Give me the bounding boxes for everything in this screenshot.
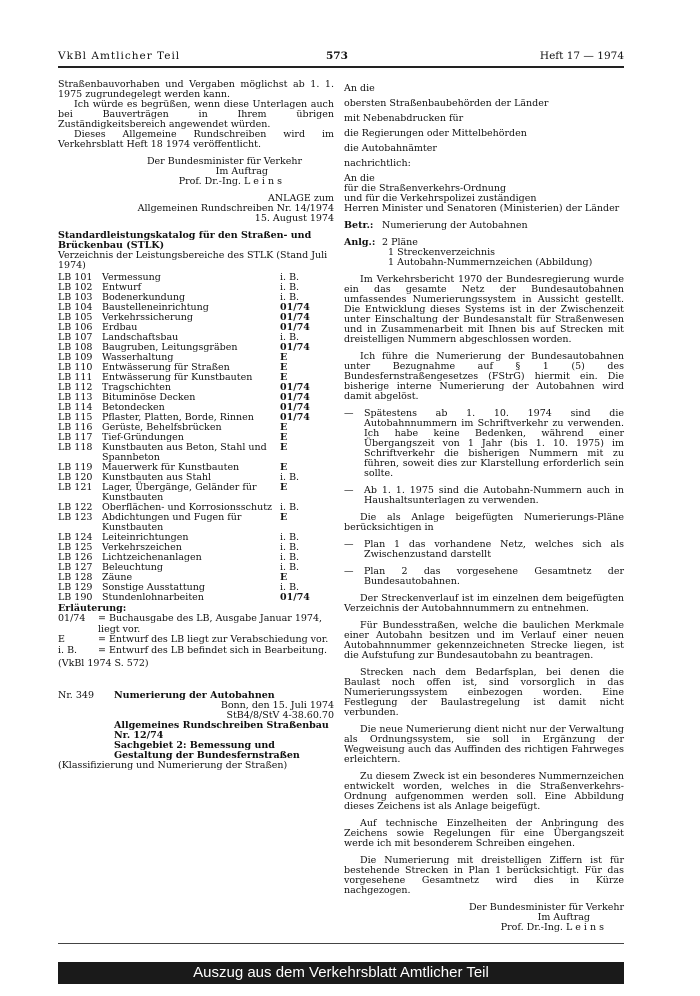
- dash-item: — Spätestens ab 1. 10. 1974 sind die Autobahnnummern im Schriftverkehr zu verwenden. Ich habe keine Bedenken, während einer Übergangszeit von 1 Jahr (bis 1. 10. 1975) im Schriftverkehr die bisherigen Nummern mit zu führen, soweit dies zur Klarstellung erforderlich sein sollte.: [344, 408, 624, 479]
- lb-number: LB 101: [58, 272, 93, 283]
- lb-number: LB 113: [58, 392, 93, 403]
- lb-name: Landschaftsbau: [102, 332, 179, 343]
- dash-item: — Plan 1 das vorhandene Netz, welches sich als Zwischenzustand darstellt: [344, 539, 624, 560]
- lb-status: E: [280, 462, 288, 473]
- signature-line: Im Auftrag: [537, 912, 590, 923]
- lb-status: 01/74: [280, 342, 310, 353]
- lb-name: Vermessung: [102, 272, 161, 283]
- paragraph: Für Bundesstraßen, welche die baulichen Merkmale einer Autobahn besitzen und im Verlauf einer neuen Autobahnnummer gekennzeichneten Strecke liegen, ist die Aufstufung zur Bundesautobahn zu beantragen.: [344, 620, 624, 661]
- lb-number: LB 112: [58, 382, 93, 393]
- dash-item: — Plan 2 das vorgesehene Gesamtnetz der Bundesautobahnen.: [344, 566, 624, 587]
- address-line: die Autobahnämter: [344, 143, 437, 154]
- lb-number: LB 116: [58, 422, 93, 433]
- lb-row: [58, 513, 334, 533]
- lb-status: i. B.: [280, 582, 300, 593]
- lb-number: LB 120: [58, 472, 93, 483]
- paragraph: Strecken nach dem Bedarfsplan, bei denen die Baulast noch offen ist, sind vorsorglich in das Numerierungssystem einbezogen worden. Eine Festlegung der Baulastregelung ist damit nicht verbunden.: [344, 667, 624, 718]
- section-date: Bonn, den 15. Juli 1974: [220, 700, 334, 711]
- address-line: mit Nebenabdrucken für: [344, 113, 464, 124]
- anlage-line: Allgemeinen Rundschreiben Nr. 14/1974: [137, 203, 334, 214]
- lb-status: i. B.: [280, 532, 300, 543]
- lb-row: [58, 343, 334, 353]
- lb-status: 01/74: [280, 302, 310, 313]
- lb-row: [58, 443, 334, 463]
- signature-name: Prof. Dr.-Ing. L e i n s: [178, 176, 282, 187]
- lb-number: LB 121: [58, 482, 93, 493]
- lb-number: LB 110: [58, 362, 93, 373]
- section-number: Nr. 349: [58, 690, 94, 701]
- lb-name: Lichtzeichenanlagen: [102, 552, 202, 563]
- lb-number: LB 117: [58, 432, 93, 443]
- lb-name: Entwässerung für Straßen: [102, 362, 230, 373]
- erlaeuterung-title: Erläuterung:: [58, 603, 127, 614]
- signature-line: Im Auftrag: [215, 166, 268, 177]
- lb-status: E: [280, 482, 288, 493]
- address-line: nachrichtlich:: [344, 158, 411, 169]
- lb-status: i. B.: [280, 472, 300, 483]
- paragraph: Dieses Allgemeine Rundschreiben wird im Verkehrsblatt Heft 18 1974 veröffentlicht.: [58, 129, 334, 150]
- rundschreiben-line: Allgemeines Rundschreiben Straßenbau: [114, 720, 329, 731]
- stlk-subtitle: Verzeichnis der Leistungsbereiche des STLK (Stand Juli 1974): [58, 250, 328, 271]
- lb-name: Baugruben, Leitungsgräben: [102, 342, 238, 353]
- lb-name: Pflaster, Platten, Borde, Rinnen: [102, 412, 254, 423]
- lb-name: Erdbau: [102, 322, 138, 333]
- section-reference: StB4/8/StV 4-38.60.70: [226, 710, 334, 721]
- footer-rule: [58, 943, 624, 944]
- lb-status: 01/74: [280, 312, 310, 323]
- lb-number: LB 111: [58, 372, 93, 383]
- lb-name: Tragschichten: [102, 382, 171, 393]
- paragraph: Ich würde es begrüßen, wenn diese Unterlagen auch bei Bauverträgen in Ihrem übrigen Zuständigkeitsbereich angewendet würden.: [58, 99, 334, 130]
- lb-name: Beleuchtung: [102, 562, 163, 573]
- lb-name: Bodenerkundung: [102, 292, 186, 303]
- lb-status: E: [280, 442, 288, 453]
- lb-number: LB 128: [58, 572, 93, 583]
- paragraph: Die Numerierung mit dreistelligen Ziffern ist für bestehende Strecken in Plan 1 berücksichtigt. Für das vorgesehene Gesamtnetz wird dies in Kürze nachgezogen.: [344, 855, 624, 896]
- lb-number: LB 118: [58, 442, 93, 453]
- lb-number: LB 108: [58, 342, 93, 353]
- lb-status: E: [280, 572, 288, 583]
- lb-name: Abdichtungen und Fugen für Kunstbauten: [102, 512, 242, 533]
- lb-number: LB 104: [58, 302, 93, 313]
- lb-number: LB 125: [58, 542, 93, 553]
- paragraph: Ich führe die Numerierung der Bundesautobahnen unter Bezugnahme auf § 1 (5) des Bundesfernstraßengesetzes (FStrG) hiermit ein. Die bisherige interne Numerierung der Autobahnen wird damit abgelöst.: [344, 351, 624, 402]
- lb-status: i. B.: [280, 542, 300, 553]
- address-line: für die Straßenverkehrs-Ordnung: [344, 183, 507, 194]
- paragraph: Der Streckenverlauf ist im einzelnen dem beigefügten Verzeichnis der Autobahnnummern zu entnehmen.: [344, 593, 624, 614]
- lb-name: Zäune: [102, 572, 133, 583]
- classification: (Klassifizierung und Numerierung der Straßen): [58, 760, 288, 771]
- anlage-date: 15. August 1974: [254, 213, 334, 224]
- lb-name: Betondecken: [102, 402, 165, 413]
- lb-status: E: [280, 372, 288, 383]
- header-issue: Heft 17 — 1974: [539, 50, 624, 62]
- legend-row: i. B. = Entwurf des LB befindet sich in Bearbeitung.: [58, 644, 328, 656]
- lb-name: Oberflächen- und Korrosionsschutz: [102, 502, 273, 513]
- lb-number: LB 190: [58, 592, 93, 603]
- lb-status: E: [280, 432, 288, 443]
- lb-status: i. B.: [280, 562, 300, 573]
- lb-name: Verkehrssicherung: [102, 312, 193, 323]
- lb-status: i. B.: [280, 292, 300, 303]
- lb-status: 01/74: [280, 322, 310, 333]
- right-column: [344, 84, 624, 933]
- paragraph: Straßenbauvorhaben und Vergaben möglichst ab 1. 1. 1975 zugrundegelegt werden kann.: [58, 79, 334, 100]
- lb-status: 01/74: [280, 412, 310, 423]
- lb-number: LB 126: [58, 552, 93, 563]
- lb-name: Bituminöse Decken: [102, 392, 196, 403]
- lb-status: 01/74: [280, 402, 310, 413]
- lb-name: Kunstbauten aus Beton, Stahl und Spannbeton: [102, 442, 267, 463]
- address-line: Herren Minister und Senatoren (Ministerien) der Länder: [344, 203, 620, 214]
- signature-line: Der Bundesminister für Verkehr: [468, 902, 624, 913]
- lb-name: Wasserhaltung: [102, 352, 174, 363]
- lb-name: Kunstbauten aus Stahl: [102, 472, 212, 483]
- dash-item: — Ab 1. 1. 1975 sind die Autobahn-Nummern auch in Haushaltsunterlagen zu verwenden.: [344, 485, 624, 506]
- lb-name: Stundenlohnarbeiten: [102, 592, 204, 603]
- lb-status: 01/74: [280, 592, 310, 603]
- lb-status: 01/74: [280, 382, 310, 393]
- legend-table: [58, 614, 334, 656]
- lb-name: Entwurf: [102, 282, 142, 293]
- lb-number: LB 127: [58, 562, 93, 573]
- legend-row: 01/74 = Buchausgabe des LB, Ausgabe Januar 1974, liegt vor.: [58, 613, 323, 635]
- page-header: [58, 50, 624, 64]
- reference: (VkBl 1974 S. 572): [58, 658, 149, 669]
- address-line: die Regierungen oder Mittelbehörden: [344, 128, 527, 139]
- lb-number: LB 114: [58, 402, 93, 413]
- anlage-line: ANLAGE zum: [267, 193, 334, 204]
- lb-number: LB 109: [58, 352, 93, 363]
- lb-status: i. B.: [280, 552, 300, 563]
- left-column: [58, 80, 334, 771]
- stlk-title: Standardleistungskatalog für den Straßen- und Brückenbau (STLK): [58, 230, 312, 251]
- lb-row: [58, 563, 334, 573]
- header-page-number: 573: [326, 50, 348, 62]
- signature-name: Prof. Dr.-Ing. L e i n s: [500, 922, 604, 933]
- lb-status: i. B.: [280, 282, 300, 293]
- lb-number: LB 106: [58, 322, 93, 333]
- lb-number: LB 102: [58, 282, 93, 293]
- lb-number: LB 107: [58, 332, 93, 343]
- lb-name: Verkehrszeichen: [102, 542, 182, 553]
- paragraph: Im Verkehrsbericht 1970 der Bundesregierung wurde ein das gesamte Netz der Bundesautobahnen umfassendes Numerierungssystem in Aussicht gestellt. Die Entwicklung dieses Systems ist in der Zwischenzeit unter Einschaltung der Bundesanstalt für Straßenwesen und in Zusammenarbeit mit Ihnen bis auf Strecken mit dreistelligen Nummern abgeschlossen worden.: [344, 274, 624, 345]
- lb-table: [58, 273, 334, 603]
- lb-name: Tief-Gründungen: [102, 432, 184, 443]
- address-line: und für die Verkehrspolizei zuständigen: [344, 193, 537, 204]
- rundschreiben-number: Nr. 12/74: [114, 730, 164, 741]
- sachgebiet: Sachgebiet 2: Bemessung und Gestaltung der Bundesfernstraßen: [114, 740, 300, 761]
- lb-name: Baustelleneinrichtung: [102, 302, 209, 313]
- lb-number: LB 122: [58, 502, 93, 513]
- lb-name: Lager, Übergänge, Geländer für Kunstbauten: [102, 482, 257, 503]
- signature-line: Der Bundesminister für Verkehr: [146, 156, 302, 167]
- lb-status: E: [280, 362, 288, 373]
- section-title: Numerierung der Autobahnen: [114, 690, 275, 701]
- lb-number: LB 103: [58, 292, 93, 303]
- lb-status: E: [280, 352, 288, 363]
- lb-status: i. B.: [280, 272, 300, 283]
- lb-number: LB 105: [58, 312, 93, 323]
- lb-name: Leiteinrichtungen: [102, 532, 189, 543]
- lb-name: Gerüste, Behelfsbrücken: [102, 422, 222, 433]
- legend-row: E = Entwurf des LB liegt zur Verabschiedung vor.: [58, 634, 329, 645]
- paragraph: Die als Anlage beigefügten Numerierungs-Pläne berücksichtigen in: [344, 512, 624, 533]
- lb-name: Entwässerung für Kunstbauten: [102, 372, 253, 383]
- address-line: An die: [344, 173, 375, 184]
- lb-name: Sonstige Ausstattung: [102, 582, 205, 593]
- address-line: obersten Straßenbaubehörden der Länder: [344, 98, 549, 109]
- address-line: An die: [344, 83, 375, 94]
- footer-banner: Auszug aus dem Verkehrsblatt Amtlicher Teil: [58, 962, 624, 984]
- lb-number: LB 115: [58, 412, 93, 423]
- header-rule: [58, 66, 624, 68]
- anlagen: Anlg.: 2 Pläne 1 Streckenverzeichnis 1 Autobahn-Nummernzeichen (Abbildung): [344, 237, 593, 268]
- lb-status: E: [280, 512, 288, 523]
- lb-number: LB 124: [58, 532, 93, 543]
- header-journal: VkBl Amtlicher Teil: [58, 50, 181, 62]
- lb-status: i. B.: [280, 332, 300, 343]
- lb-number: LB 123: [58, 512, 93, 523]
- paragraph: Zu diesem Zweck ist ein besonderes Nummernzeichen entwickelt worden, welches in die Straßenverkehrs-Ordnung aufgenommen werden soll. Eine Abbildung dieses Zeichens ist als Anlage beigefügt.: [344, 771, 624, 812]
- lb-number: LB 119: [58, 462, 93, 473]
- lb-status: i. B.: [280, 502, 300, 513]
- lb-row: [58, 423, 334, 433]
- lb-row: [58, 483, 334, 503]
- paragraph: Auf technische Einzelheiten der Anbringung des Zeichens sowie Regelungen für eine Übergangszeit werde ich mit besonderem Schreiben eingehen.: [344, 818, 624, 849]
- lb-number: LB 129: [58, 582, 93, 593]
- betreff: Betr.: Numerierung der Autobahnen: [344, 220, 528, 231]
- lb-name: Mauerwerk für Kunstbauten: [102, 462, 240, 473]
- lb-status: 01/74: [280, 392, 310, 403]
- lb-row: [58, 593, 334, 603]
- paragraph: Die neue Numerierung dient nicht nur der Verwaltung als Ordnungssystem, sie soll in Ergänzung der Wegweisung auch das Auffinden des richtigen Fahrweges erleichtern.: [344, 724, 624, 765]
- lb-status: E: [280, 422, 288, 433]
